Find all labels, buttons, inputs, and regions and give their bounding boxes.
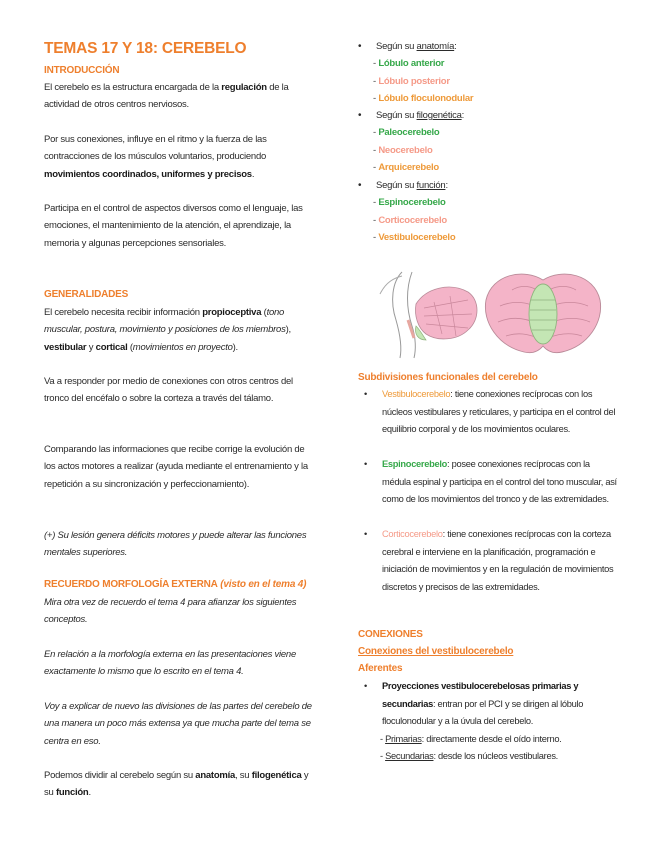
list-item: - Paleocerebelo bbox=[373, 127, 440, 139]
recuerdo-paragraph-4: Podemos dividir al cerebelo según su anatomía, su filogenética y su función. bbox=[44, 770, 309, 799]
primarias-line: - Primarias: directamente desde el oído interno. bbox=[380, 734, 562, 744]
conexiones-vestibulocerebelo-heading: Conexiones del vestibulocerebelo bbox=[358, 646, 514, 657]
list-item: - Lóbulo floculonodular bbox=[373, 93, 474, 105]
recuerdo-paragraph-2: En relación a la morfología externa en las presentaciones viene exactamente lo mismo que lo escrito en el tema 4. bbox=[44, 649, 296, 678]
bullet-icon: • bbox=[364, 529, 367, 539]
espinocerebelo-bullet: • Espinocerebelo: posee conexiones recíprocas con la médula espinal y participa en el control del tono muscular, así como de los movimientos del tronco y de las extremidades. bbox=[358, 456, 616, 526]
conexiones-heading: CONEXIONES bbox=[358, 629, 423, 640]
list-item: - Neocerebelo bbox=[373, 144, 433, 156]
generalidades-paragraph-4: (+) Su lesión genera déficits motores y puede alterar las funciones mentales superiores. bbox=[44, 530, 307, 559]
espinocerebelo-term: Espinocerebelo bbox=[382, 459, 448, 469]
recuerdo-paragraph-3: Voy a explicar de nuevo las divisiones de las partes del cerebelo de una manera un poco más extensa ya que mucha parte del tema se centra en eso. bbox=[44, 701, 312, 747]
anatomia-bullet: • Según su anatomía: bbox=[358, 38, 616, 55]
bullet-icon: • bbox=[358, 110, 362, 121]
secundarias-line: - Secundarias: desde los núcleos vestibulares. bbox=[380, 751, 558, 761]
list-item: - Lóbulo anterior bbox=[373, 58, 445, 70]
generalidades-heading: GENERALIDADES bbox=[44, 289, 129, 300]
funcion-bullet: • Según su función: bbox=[358, 177, 616, 194]
funcion-list bbox=[358, 177, 616, 247]
generalidades-paragraph-1: El cerebelo necesita recibir información propioceptiva (tono muscular, postura, movimiento y posiciones de los miembros), vestibular y cortical (movimientos en proyecto). bbox=[44, 307, 291, 353]
list-item: - Corticocerebelo bbox=[373, 214, 447, 226]
vestibulocerebelo-bullet: • Vestibulocerebelo: tiene conexiones recíprocas con los núcleos vestibulares y reticulares, y participa en el control del equilibrio corporal y de los movimientos oculares. bbox=[358, 386, 616, 456]
vestibulocerebelo-term: Vestibulocerebelo bbox=[382, 389, 451, 399]
recuerdo-paragraph-1: Mira otra vez de recuerdo el tema 4 para afianzar los siguientes conceptos. bbox=[44, 597, 297, 626]
corticocerebelo-term: Corticocerebelo bbox=[382, 529, 443, 539]
generalidades-paragraph-2: Va a responder por medio de conexiones con otros centros del tronco del encéfalo o sobre la corteza a través del tálamo. bbox=[44, 376, 293, 405]
bullet-icon: • bbox=[364, 389, 367, 399]
corticocerebelo-bullet: • Corticocerebelo: tiene conexiones recíprocas con la corteza cerebral e interviene en la planificación, programación e iniciación de movimientos y en la regulación de movimientos discretos y precisos de las extremidades. bbox=[358, 526, 616, 614]
filogenetica-bullet: • Según su filogenética: bbox=[358, 107, 616, 124]
intro-paragraph-2: Por sus conexiones, influye en el ritmo y la fuerza de las contracciones de los músculos voluntarios, produciendo movimientos coordinados, uniformes y precisos. bbox=[44, 134, 267, 180]
intro-paragraph-3: Participa en el control de aspectos diversos como el lenguaje, las emociones, el mantenimiento de la atención, el aprendizaje, la memoria y algunas percepciones sensoriales. bbox=[44, 203, 303, 249]
list-item: - Lóbulo posterior bbox=[373, 75, 450, 87]
list-item: - Arquicerebelo bbox=[373, 162, 439, 174]
generalidades-paragraph-3: Comparando las informaciones que recibe corrige la evolución de los actos motores a realizar (ayuda mediante el entrenamiento y la repetición a su sincronización y perfeccionamiento). bbox=[44, 444, 308, 490]
cerebellum-sagittal-illustration bbox=[372, 268, 482, 360]
aferentes-heading: Aferentes bbox=[358, 663, 403, 674]
bullet-icon: • bbox=[358, 41, 362, 52]
list-item: - Vestibulocerebelo bbox=[373, 232, 456, 244]
proyecciones-bullet: • Proyecciones vestibulocerebelosas primarias y secundarias: entran por el PCI y se dirigen al lóbulo floculonodular y a la úvula del cerebelo. bbox=[358, 678, 616, 734]
bullet-icon: • bbox=[358, 180, 362, 191]
intro-paragraph-1: El cerebelo es la estructura encargada de la regulación de la actividad de otros centros nerviosos. bbox=[44, 82, 289, 111]
intro-heading: INTRODUCCIÓN bbox=[44, 65, 120, 76]
filogenetica-list bbox=[358, 107, 616, 177]
bullet-icon: • bbox=[364, 681, 367, 691]
subdivisiones-heading: Subdivisiones funcionales del cerebelo bbox=[358, 372, 538, 383]
bullet-icon: • bbox=[364, 459, 367, 469]
list-item: - Espinocerebelo bbox=[373, 197, 446, 209]
recuerdo-heading: RECUERDO MORFOLOGÍA EXTERNA (visto en el tema 4) bbox=[44, 579, 307, 590]
cerebellum-posterior-illustration bbox=[482, 266, 604, 358]
page-title: TEMAS 17 Y 18: CEREBELO bbox=[44, 40, 247, 57]
anatomia-list bbox=[358, 38, 616, 108]
